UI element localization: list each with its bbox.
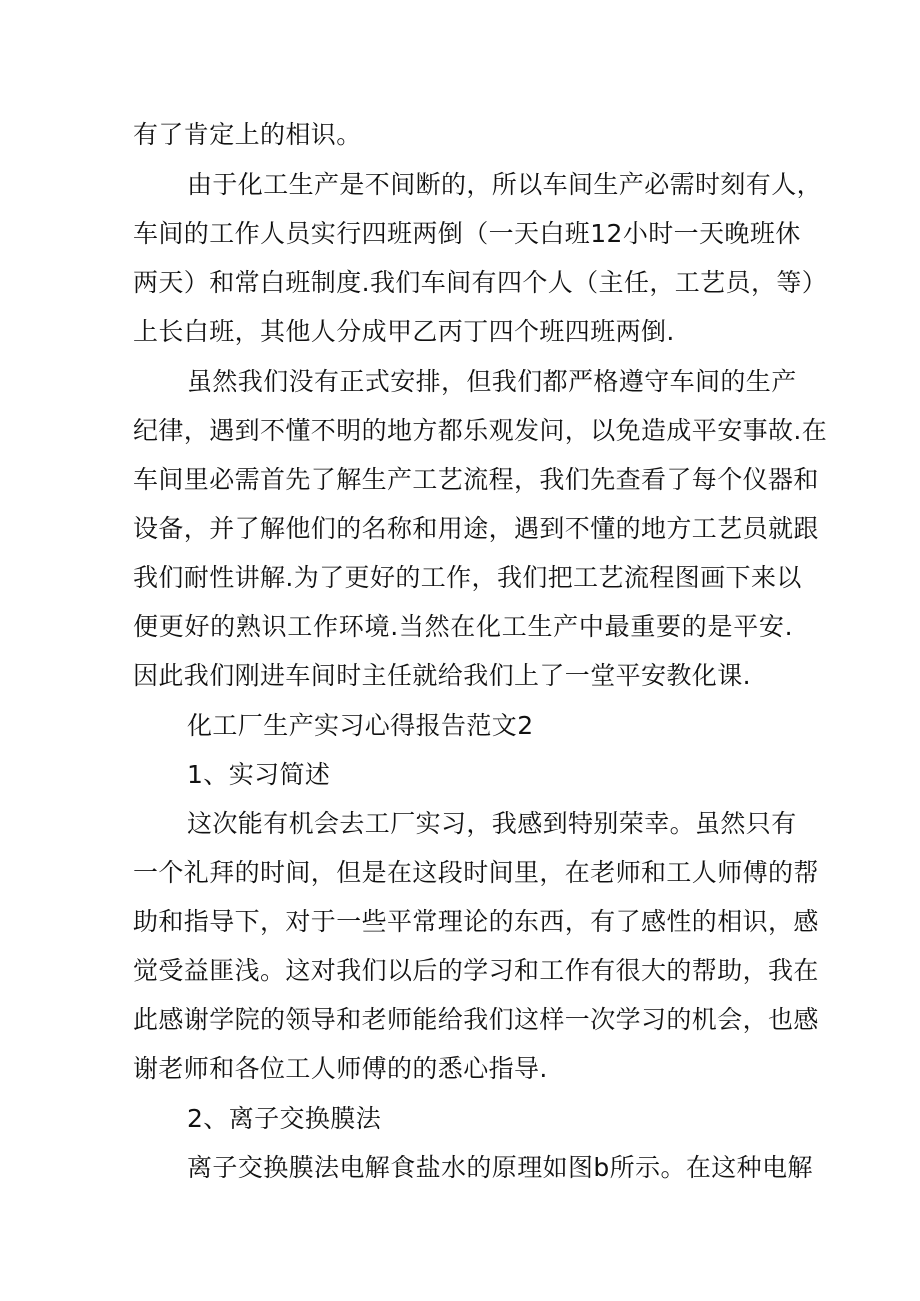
paragraph-line: 谢老师和各位工人师傅的的悉心指导. [133,1054,548,1083]
paragraph-line: 觉受益匪浅。这对我们以后的学习和工作有很大的帮助，我在 [133,956,819,985]
paragraph-line: 虽然我们没有正式安排，但我们都严格遵守车间的生产 [187,367,797,396]
paragraph-line: 两天）和常白班制度.我们车间有四个人（主任，工艺员，等） [133,268,828,297]
paragraph-line: 车间的工作人员实行四班两倒（一天白班12小时一天晚班休 [133,219,801,248]
paragraph-line: 车间里必需首先了解生产工艺流程，我们先查看了每个仪器和 [133,465,819,494]
paragraph-line: 上长白班，其他人分成甲乙丙丁四个班四班两倒. [133,317,675,346]
paragraph-line: 便更好的熟识工作环境.当然在化工生产中最重要的是平安. [133,612,793,641]
paragraph-line: 这次能有机会去工厂实习，我感到特别荣幸。虽然只有 [187,809,797,838]
paragraph-line: 一个礼拜的时间，但是在这段时间里，在老师和工人师傅的帮 [133,858,819,887]
paragraph-line: 由于化工生产是不间断的，所以车间生产必需时刻有人， [187,170,823,199]
paragraph-line: 助和指导下，对于一些平常理论的东西，有了感性的相识，感 [133,907,819,936]
section-heading: 1、实习简述 [187,760,331,789]
paragraph-line: 此感谢学院的领导和老师能给我们这样一次学习的机会，也感 [133,1005,819,1034]
paragraph-line: 因此我们刚进车间时主任就给我们上了一堂平安教化课. [133,661,751,690]
section-heading: 2、离子交换膜法 [187,1104,382,1133]
paragraph-line: 离子交换膜法电解食盐水的原理如图b所示。在这种电解 [187,1153,813,1182]
paragraph-line: 纪律，遇到不懂不明的地方都乐观发问，以免造成平安事故.在 [133,416,828,445]
section-title: 化工厂生产实习心得报告范文2 [187,711,534,740]
paragraph-line: 设备，并了解他们的名称和用途，遇到不懂的地方工艺员就跟 [133,514,819,543]
paragraph-line: 有了肯定上的相识。 [133,120,362,149]
paragraph-line: 我们耐性讲解.为了更好的工作，我们把工艺流程图画下来以 [133,563,802,592]
